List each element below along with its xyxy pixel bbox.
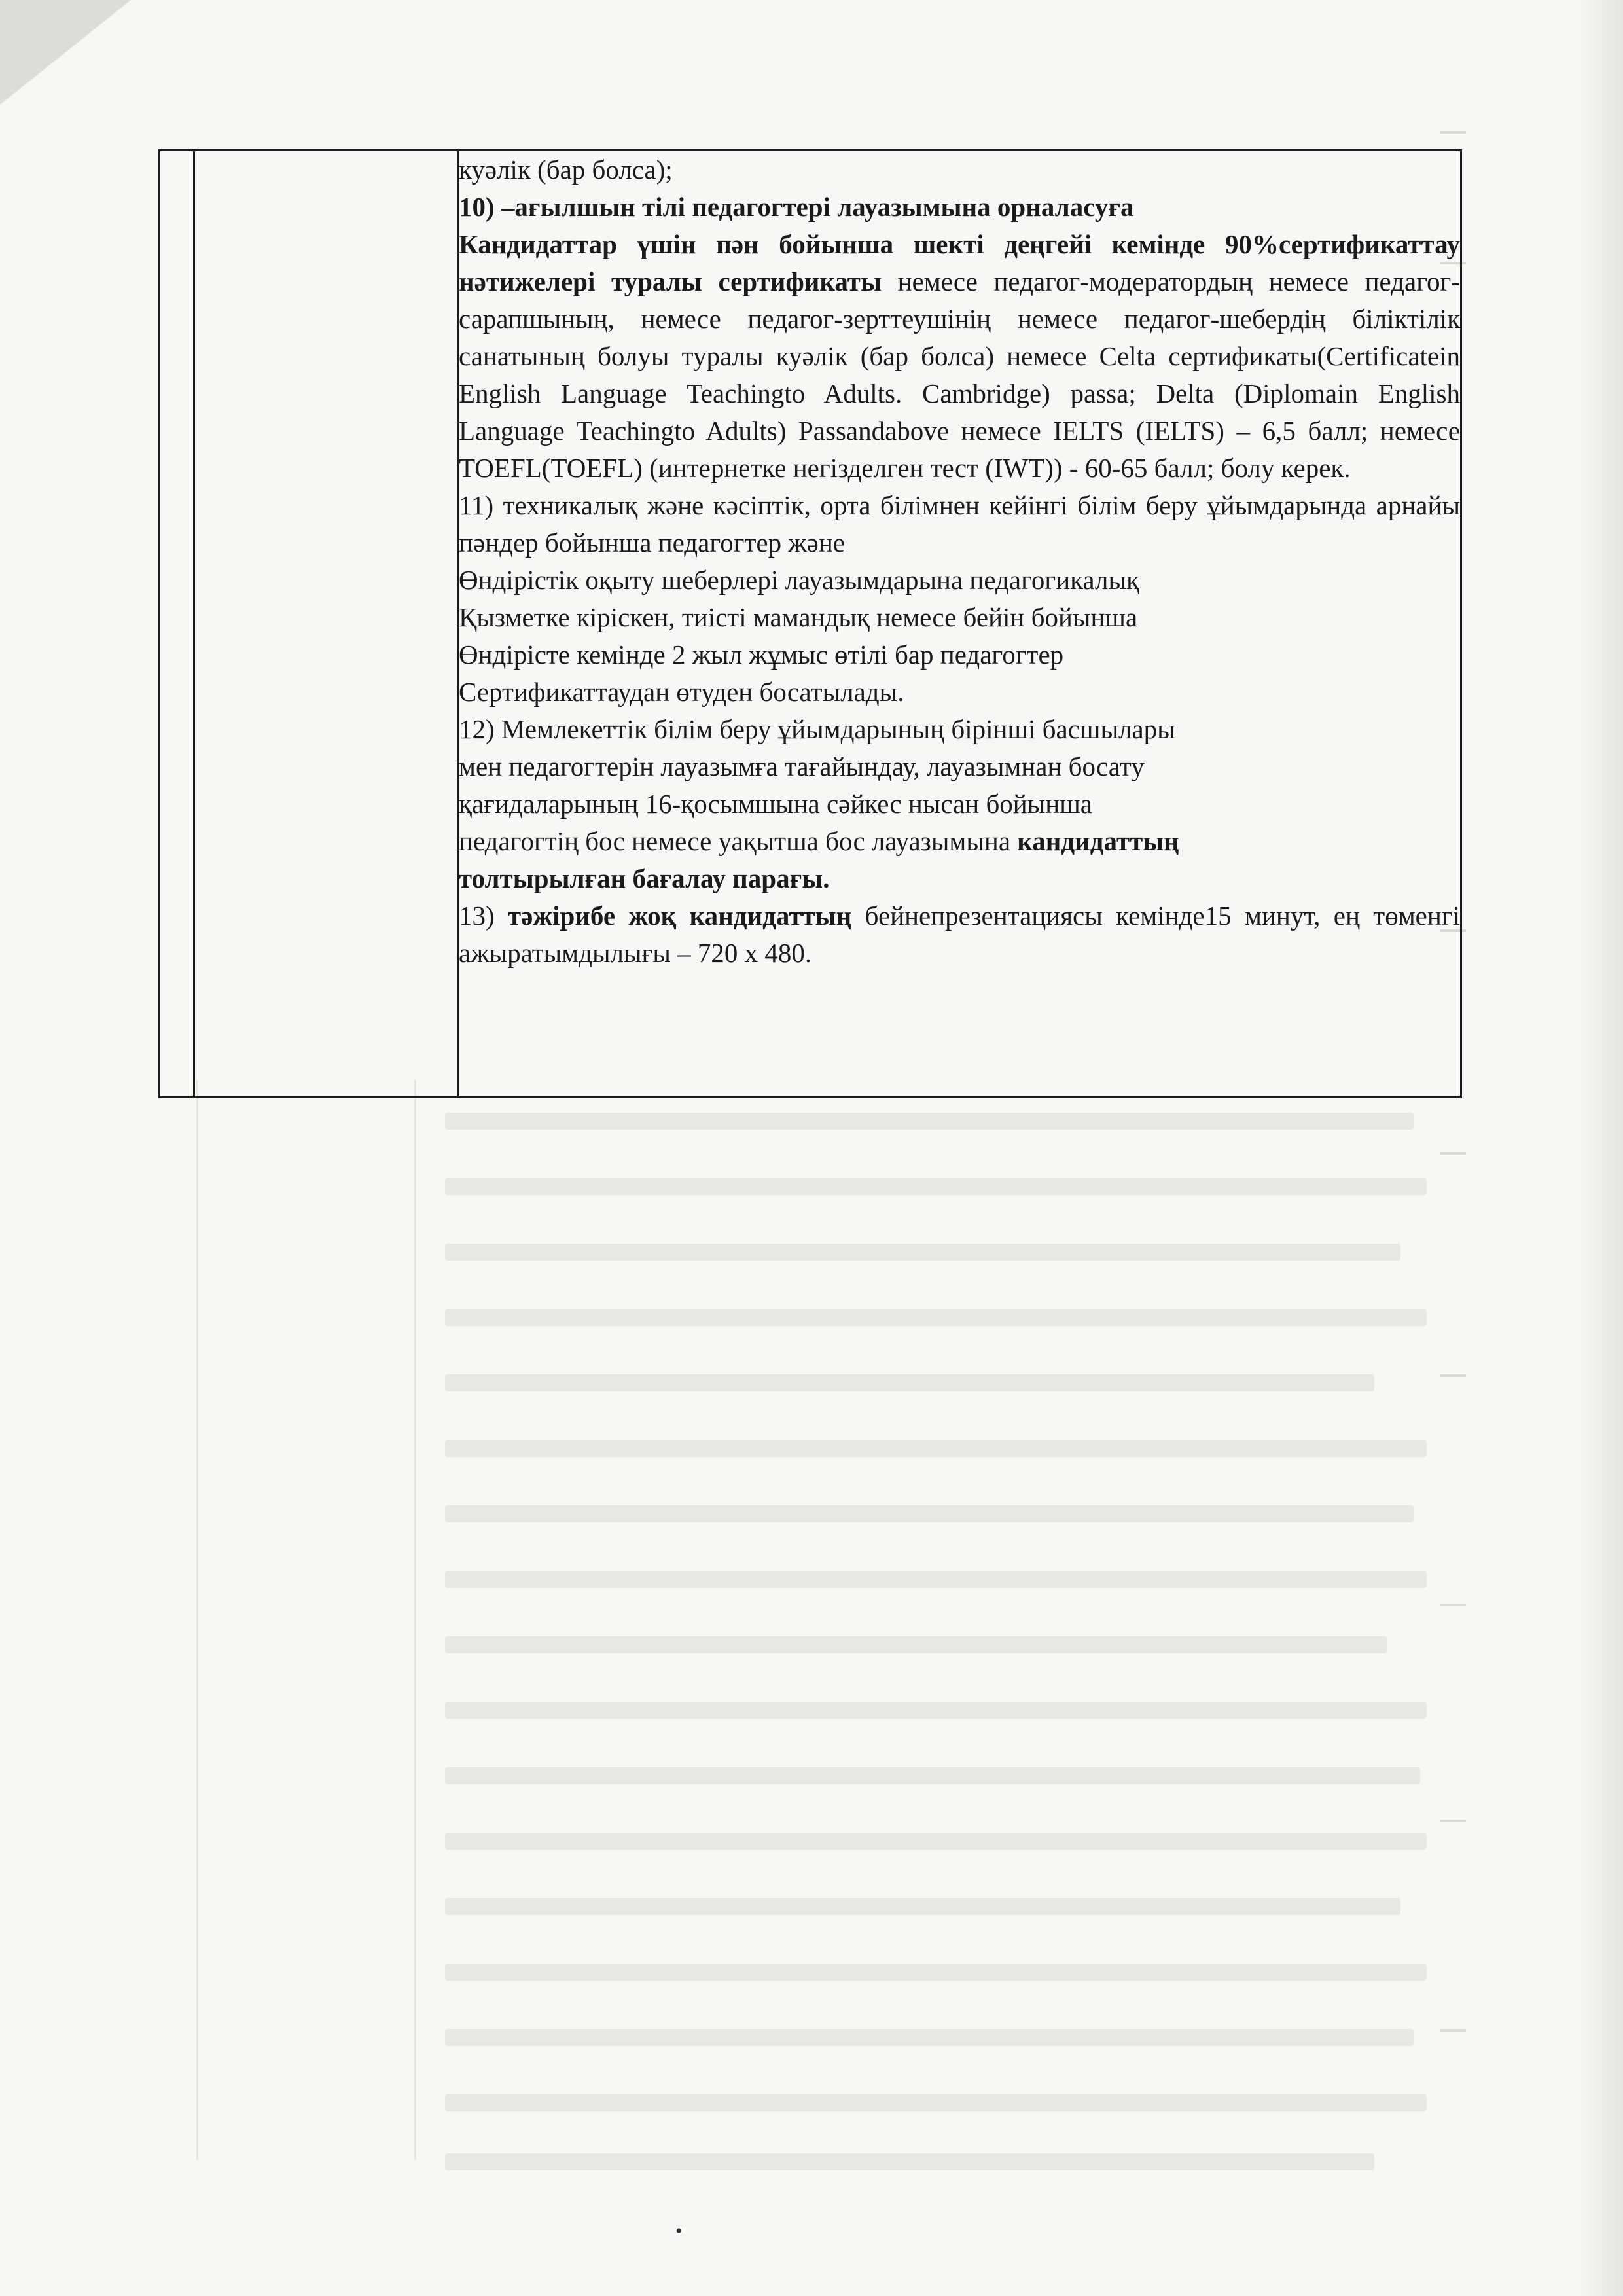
bleed-through-tick bbox=[1440, 2029, 1466, 2032]
body-text: немесе педагог-модератордың немесе педагог-сарапшының, немесе педагог-зерттеушінің немесе педагог-шебердің біліктілік санатының болуы туралы куәлік (бар болса) немесе Celta сертификаты(Certificatein English Language Teachingto Adults. Cambridge) passa; Delta (Diplomain English Language Teachingto Adults) Passandabove немесе IELTS (IELTS) – 6,5 балл; немесе TOEFL(TOEFL) (интернетке негізделген тест (IWT)) - 60-65 балл; болу керек. bbox=[459, 266, 1460, 483]
text-line bbox=[459, 188, 1460, 226]
bleed-through-line bbox=[445, 2094, 1427, 2111]
text-line: қағидаларының 16-қосымшына сәйкес нысан бойынша bbox=[459, 789, 1093, 819]
page-corner-fold bbox=[0, 0, 131, 105]
bleed-through-line bbox=[445, 1636, 1387, 1653]
body-text: бейнепрезентациясы кемінде15 минут, ең төменгі ажыратымдылығы – 720 x 480. bbox=[459, 901, 1461, 968]
text-line bbox=[459, 823, 1460, 860]
bold-text: кандидаттың bbox=[1017, 826, 1179, 856]
bleed-through-tick bbox=[1440, 1152, 1466, 1155]
body-text: 13) bbox=[459, 901, 508, 931]
bleed-through-line bbox=[445, 1898, 1400, 1915]
text-line: Сертификаттаудан өтуден босатылады. bbox=[459, 677, 904, 707]
bleed-through-line bbox=[445, 1113, 1414, 1130]
bold-text: толтырылған бағалау парағы. bbox=[459, 863, 830, 893]
text-line: Өндірісте кемінде 2 жыл жұмыс өтілі бар педагогтер bbox=[459, 639, 1064, 670]
bleed-through-line bbox=[445, 1309, 1427, 1326]
paragraph-technical-education: 11) техникалық және кәсіптік, орта білімнен кейінгі білім беру ұйымдарында арнайы пәндер бойынша педагогтер және bbox=[459, 490, 1460, 558]
bold-text: Кандидаттар үшін пән бойынша шекті деңгейі кемінде 90%сертификаттау нәтижелері туралы сертификаты bbox=[459, 229, 1460, 296]
bleed-through-line bbox=[445, 2029, 1414, 2046]
bold-text: тәжірибе жоқ кандидаттың bbox=[508, 901, 852, 931]
text-line: Қызметке кірiскен, тиісті мамандық немесе бейін бойынша bbox=[459, 602, 1138, 632]
text-line: 12) Мемлекеттік білім беру ұйымдарының бірінші басшылары bbox=[459, 714, 1175, 744]
bleed-through-tick bbox=[1440, 131, 1466, 134]
body-text: педагогтің бос немесе уақытша бос лауазымына bbox=[459, 826, 1018, 856]
number-cell bbox=[160, 151, 194, 1098]
footer-mark: • bbox=[675, 2220, 683, 2242]
bold-heading: 10) –ағылшын тілі педагогтері лауазымына орналасуға bbox=[459, 192, 1134, 222]
paragraph-video-presentation bbox=[459, 897, 1460, 972]
text-line: мен педагогтерін лауазымға тағайындау, лауазымнан босату bbox=[459, 751, 1145, 781]
text-line bbox=[459, 860, 1460, 897]
table-row bbox=[160, 151, 1461, 1098]
bleed-through-tick bbox=[1440, 1820, 1466, 1822]
bleed-through-line bbox=[445, 1505, 1414, 1522]
criteria-cell bbox=[194, 151, 458, 1098]
bleed-through-tick bbox=[1440, 1374, 1466, 1377]
bleed-through-line bbox=[445, 1440, 1427, 1457]
bleed-through-tick bbox=[1440, 1604, 1466, 1606]
page-edge-shadow bbox=[1577, 0, 1623, 2296]
bleed-through-line bbox=[445, 1767, 1420, 1784]
bleed-through-line bbox=[445, 1964, 1427, 1981]
bleed-through-line bbox=[445, 1833, 1427, 1850]
requirements-cell bbox=[458, 151, 1461, 1098]
bleed-through-column bbox=[196, 1080, 416, 2160]
paragraph-english-teachers bbox=[459, 226, 1460, 487]
requirements-table bbox=[158, 149, 1462, 1098]
bleed-through-line bbox=[445, 2153, 1374, 2170]
bleed-through-line bbox=[445, 1571, 1427, 1588]
bleed-through-line bbox=[445, 1178, 1427, 1195]
bleed-through-line bbox=[445, 1374, 1374, 1391]
bleed-through-line bbox=[445, 1702, 1427, 1719]
text-line: куәлік (бар болса); bbox=[459, 154, 673, 185]
bleed-through-line bbox=[445, 1244, 1400, 1261]
text-line: Өндірістік оқыту шеберлері лауазымдарына педагогикалық bbox=[459, 565, 1139, 595]
